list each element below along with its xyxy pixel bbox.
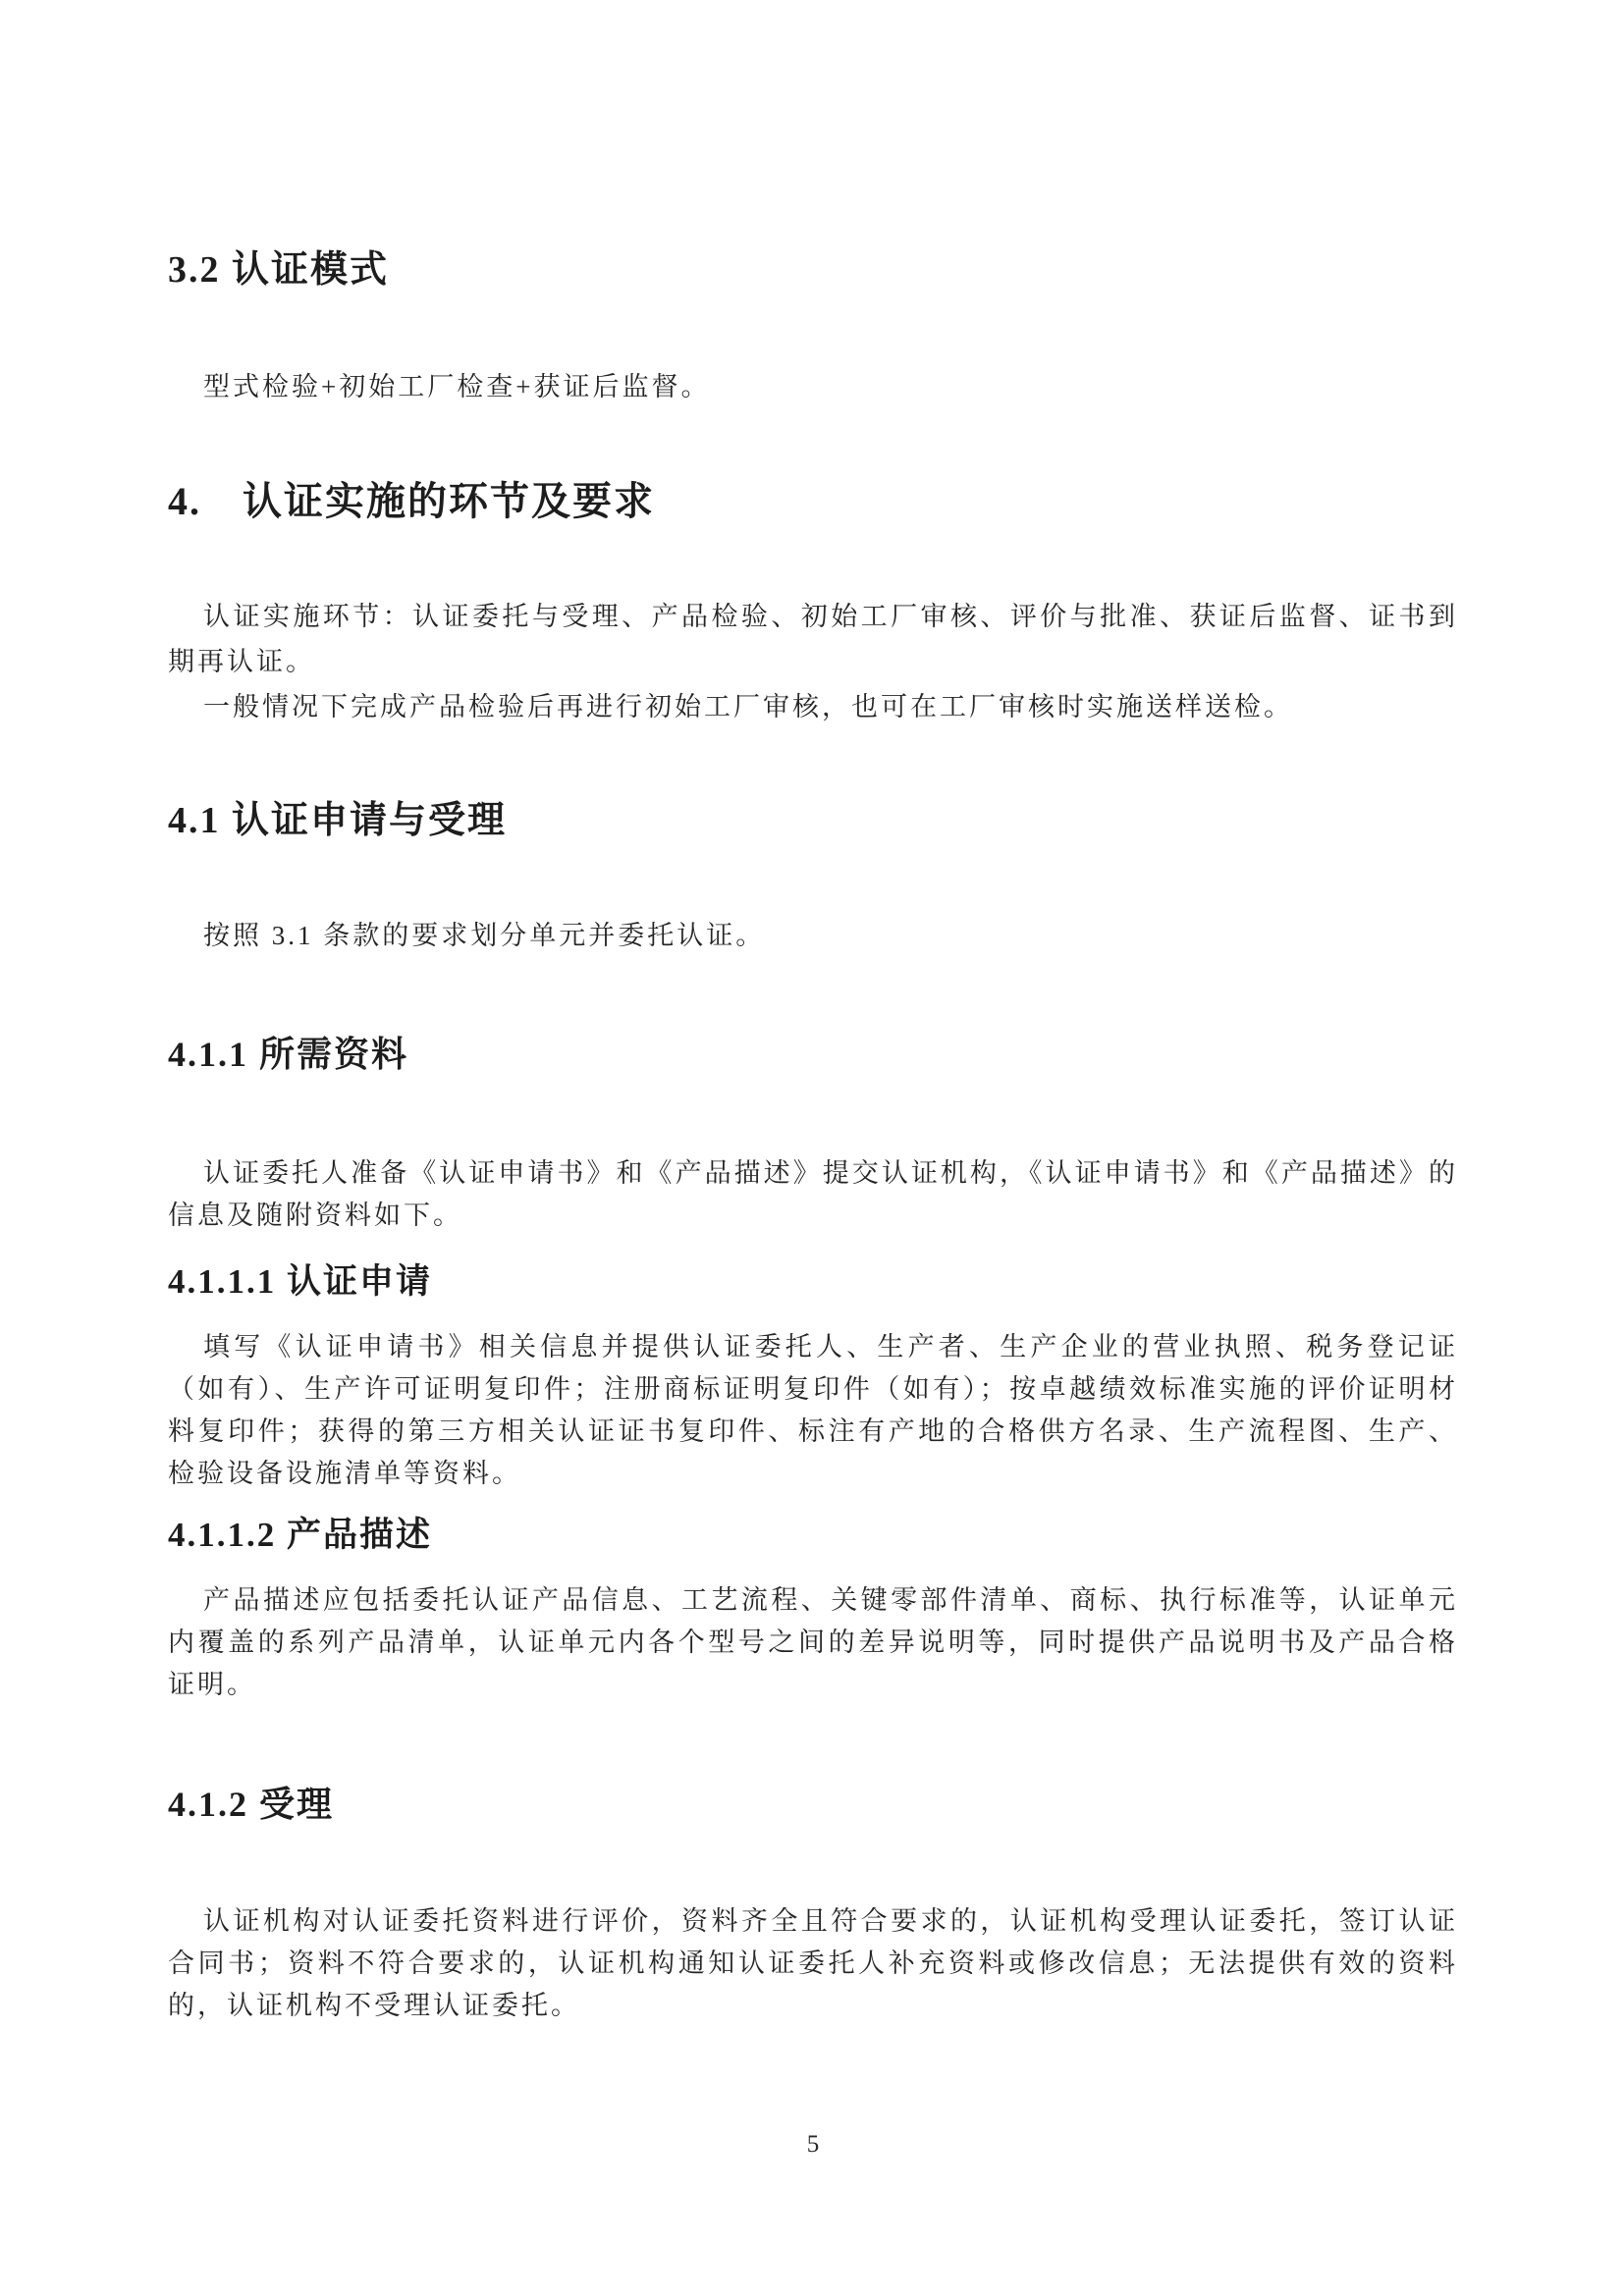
paragraph-acceptance: 认证机构对认证委托资料进行评价，资料齐全且符合要求的，认证机构受理认证委托，签订认证合同书；资料不符合要求的，认证机构通知认证委托人补充资料或修改信息；无法提供有效的资料的，认证机构不受理认证委托。 (168, 1906, 1458, 2020)
section-heading-4-1-2: 4.1.2 受理 (168, 1785, 335, 1824)
section-heading-4-1: 4.1 认证申请与受理 (168, 800, 508, 841)
section-heading-4: 4. 认证实施的环节及要求 (168, 479, 655, 523)
paragraph-application-acceptance: 按照 3.1 条款的要求划分单元并委托认证。 (203, 921, 766, 950)
section-heading-4-1-1-1: 4.1.1.1 认证申请 (168, 1262, 433, 1301)
section-heading-3-2: 3.2 认证模式 (168, 249, 390, 291)
page-number: 5 (806, 2131, 820, 2158)
paragraph-required-materials: 认证委托人准备《认证申请书》和《产品描述》提交认证机构，《认证申请书》和《产品描述》的信息及随附资料如下。 (168, 1158, 1458, 1230)
section-heading-4-1-1: 4.1.1 所需资料 (168, 1035, 409, 1074)
section-heading-4-1-1-2: 4.1.1.2 产品描述 (168, 1516, 433, 1554)
page-content (168, 0, 1458, 2159)
paragraph-implementation-note: 一般情况下完成产品检验后再进行初始工厂审核，也可在工厂审核时实施送样送检。 (203, 692, 1293, 721)
paragraph-certification-application: 填写《认证申请书》相关信息并提供认证委托人、生产者、生产企业的营业执照、税务登记证（如有）、生产许可证明复印件；注册商标证明复印件（如有）；按卓越绩效标准实施的评价证明材料复印件；获得的第三方相关认证证书复印件、标注有产地的合格供方名录、生产流程图、生产、检验设备设施清单等资料。 (168, 1332, 1458, 1488)
paragraph-product-description: 产品描述应包括委托认证产品信息、工艺流程、关键零部件清单、商标、执行标准等，认证单元内覆盖的系列产品清单，认证单元内各个型号之间的差异说明等，同时提供产品说明书及产品合格证明。 (168, 1585, 1458, 1699)
paragraph-implementation-steps: 认证实施环节：认证委托与受理、产品检验、初始工厂审核、评价与批准、获证后监督、证书到期再认证。 (168, 602, 1458, 676)
paragraph-certification-mode: 型式检验+初始工厂检查+获证后监督。 (203, 372, 711, 401)
